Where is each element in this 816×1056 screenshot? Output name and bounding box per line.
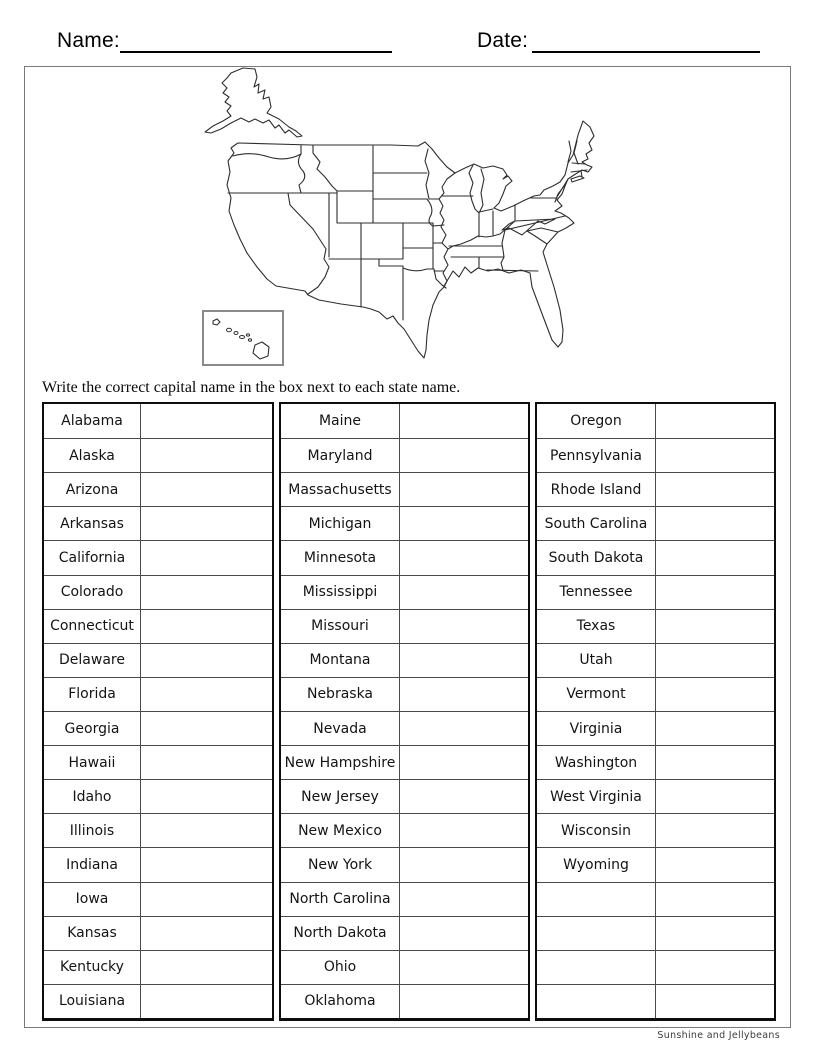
answer-cell[interactable] bbox=[656, 472, 774, 506]
state-cell: Ohio bbox=[281, 950, 400, 984]
us-map bbox=[191, 65, 605, 373]
state-cell: Oklahoma bbox=[281, 984, 400, 1018]
state-cell: Texas bbox=[537, 609, 656, 643]
name-input-line[interactable] bbox=[120, 29, 392, 53]
state-cell: Idaho bbox=[44, 779, 141, 813]
state-cell: Wyoming bbox=[537, 847, 656, 881]
answer-cell[interactable] bbox=[400, 609, 528, 643]
answer-cell[interactable] bbox=[400, 472, 528, 506]
state-cell: Oregon bbox=[537, 404, 656, 438]
state-cell: Tennessee bbox=[537, 575, 656, 609]
state-cell: Delaware bbox=[44, 643, 141, 677]
answer-cell[interactable] bbox=[400, 575, 528, 609]
state-cell: New York bbox=[281, 847, 400, 881]
state-cell: Minnesota bbox=[281, 540, 400, 574]
answer-cell[interactable] bbox=[400, 813, 528, 847]
answer-cell[interactable] bbox=[656, 847, 774, 881]
answer-cell[interactable] bbox=[141, 745, 272, 779]
table-group-2 bbox=[279, 402, 530, 1021]
state-cell: Georgia bbox=[44, 711, 141, 745]
state-cell: Virginia bbox=[537, 711, 656, 745]
state-cell bbox=[537, 950, 656, 984]
answer-cell[interactable] bbox=[141, 711, 272, 745]
capitals-table bbox=[42, 402, 776, 1021]
map-state-borders-east bbox=[449, 141, 587, 271]
answer-cell[interactable] bbox=[400, 779, 528, 813]
state-cell: Iowa bbox=[44, 882, 141, 916]
state-cell bbox=[537, 916, 656, 950]
state-cell: Vermont bbox=[537, 677, 656, 711]
state-cell: Maryland bbox=[281, 438, 400, 472]
state-cell: Nebraska bbox=[281, 677, 400, 711]
answer-cell[interactable] bbox=[656, 950, 774, 984]
state-cell: New Hampshire bbox=[281, 745, 400, 779]
date-label: Date: bbox=[477, 29, 529, 52]
state-cell: Michigan bbox=[281, 506, 400, 540]
worksheet-box bbox=[24, 66, 791, 1028]
answer-cell[interactable] bbox=[656, 540, 774, 574]
answer-cell[interactable] bbox=[141, 575, 272, 609]
state-cell: Montana bbox=[281, 643, 400, 677]
answer-cell[interactable] bbox=[141, 609, 272, 643]
answer-cell[interactable] bbox=[400, 540, 528, 574]
answer-cell[interactable] bbox=[400, 745, 528, 779]
table-group-3 bbox=[535, 402, 776, 1021]
state-cell: New Jersey bbox=[281, 779, 400, 813]
state-cell: Nevada bbox=[281, 711, 400, 745]
state-cell: Indiana bbox=[44, 847, 141, 881]
state-cell: Colorado bbox=[44, 575, 141, 609]
answer-cell[interactable] bbox=[656, 438, 774, 472]
answer-cell[interactable] bbox=[141, 847, 272, 881]
state-cell: Louisiana bbox=[44, 984, 141, 1018]
state-cell: Alaska bbox=[44, 438, 141, 472]
state-cell: Rhode Island bbox=[537, 472, 656, 506]
answer-cell[interactable] bbox=[400, 404, 528, 438]
state-cell: South Carolina bbox=[537, 506, 656, 540]
state-cell bbox=[537, 984, 656, 1018]
state-cell: Massachusetts bbox=[281, 472, 400, 506]
answer-cell[interactable] bbox=[141, 677, 272, 711]
state-cell: Alabama bbox=[44, 404, 141, 438]
map-state-borders-west bbox=[228, 145, 446, 320]
answer-cell[interactable] bbox=[656, 404, 774, 438]
answer-cell[interactable] bbox=[141, 984, 272, 1018]
state-cell: Kansas bbox=[44, 916, 141, 950]
answer-cell[interactable] bbox=[656, 575, 774, 609]
state-cell: Mississippi bbox=[281, 575, 400, 609]
answer-cell[interactable] bbox=[400, 882, 528, 916]
answer-cell[interactable] bbox=[656, 506, 774, 540]
answer-cell[interactable] bbox=[400, 711, 528, 745]
answer-cell[interactable] bbox=[141, 472, 272, 506]
state-cell: Florida bbox=[44, 677, 141, 711]
state-cell: Missouri bbox=[281, 609, 400, 643]
answer-cell[interactable] bbox=[141, 438, 272, 472]
answer-cell[interactable] bbox=[656, 882, 774, 916]
answer-cell[interactable] bbox=[141, 643, 272, 677]
answer-cell[interactable] bbox=[141, 506, 272, 540]
state-cell: Hawaii bbox=[44, 745, 141, 779]
credit-text: Sunshine and Jellybeans bbox=[657, 1030, 780, 1041]
map-hawaii-inset bbox=[203, 311, 283, 365]
answer-cell[interactable] bbox=[141, 779, 272, 813]
state-cell: Pennsylvania bbox=[537, 438, 656, 472]
table-group-1 bbox=[42, 402, 274, 1021]
answer-cell[interactable] bbox=[656, 984, 774, 1018]
answer-cell[interactable] bbox=[400, 916, 528, 950]
answer-cell[interactable] bbox=[141, 950, 272, 984]
us-map-svg bbox=[191, 65, 605, 373]
state-cell: Arkansas bbox=[44, 506, 141, 540]
answer-cell[interactable] bbox=[656, 677, 774, 711]
answer-cell[interactable] bbox=[400, 643, 528, 677]
answer-cell[interactable] bbox=[656, 609, 774, 643]
state-cell: Kentucky bbox=[44, 950, 141, 984]
answer-cell[interactable] bbox=[656, 779, 774, 813]
answer-cell[interactable] bbox=[400, 984, 528, 1018]
state-cell: North Dakota bbox=[281, 916, 400, 950]
answer-cell[interactable] bbox=[141, 404, 272, 438]
answer-cell[interactable] bbox=[400, 950, 528, 984]
state-cell: North Carolina bbox=[281, 882, 400, 916]
state-cell: West Virginia bbox=[537, 779, 656, 813]
answer-cell[interactable] bbox=[656, 745, 774, 779]
state-cell: Illinois bbox=[44, 813, 141, 847]
answer-cell[interactable] bbox=[400, 438, 528, 472]
instruction-text: Write the correct capital name in the box next to each state name. bbox=[42, 379, 461, 396]
map-alaska bbox=[205, 68, 302, 137]
state-cell: New Mexico bbox=[281, 813, 400, 847]
date-input-line[interactable] bbox=[532, 29, 760, 53]
answer-cell[interactable] bbox=[656, 813, 774, 847]
state-cell: Arizona bbox=[44, 472, 141, 506]
answer-cell[interactable] bbox=[141, 916, 272, 950]
state-cell: California bbox=[44, 540, 141, 574]
state-cell: Wisconsin bbox=[537, 813, 656, 847]
state-cell: Connecticut bbox=[44, 609, 141, 643]
answer-cell[interactable] bbox=[400, 847, 528, 881]
answer-cell[interactable] bbox=[141, 813, 272, 847]
state-cell: South Dakota bbox=[537, 540, 656, 574]
answer-cell[interactable] bbox=[656, 643, 774, 677]
state-cell bbox=[537, 882, 656, 916]
name-label: Name: bbox=[57, 29, 120, 52]
answer-cell[interactable] bbox=[400, 506, 528, 540]
answer-cell[interactable] bbox=[141, 882, 272, 916]
state-cell: Washington bbox=[537, 745, 656, 779]
answer-cell[interactable] bbox=[400, 677, 528, 711]
state-cell: Maine bbox=[281, 404, 400, 438]
answer-cell[interactable] bbox=[141, 540, 272, 574]
answer-cell[interactable] bbox=[656, 711, 774, 745]
state-cell: Utah bbox=[537, 643, 656, 677]
answer-cell[interactable] bbox=[656, 916, 774, 950]
